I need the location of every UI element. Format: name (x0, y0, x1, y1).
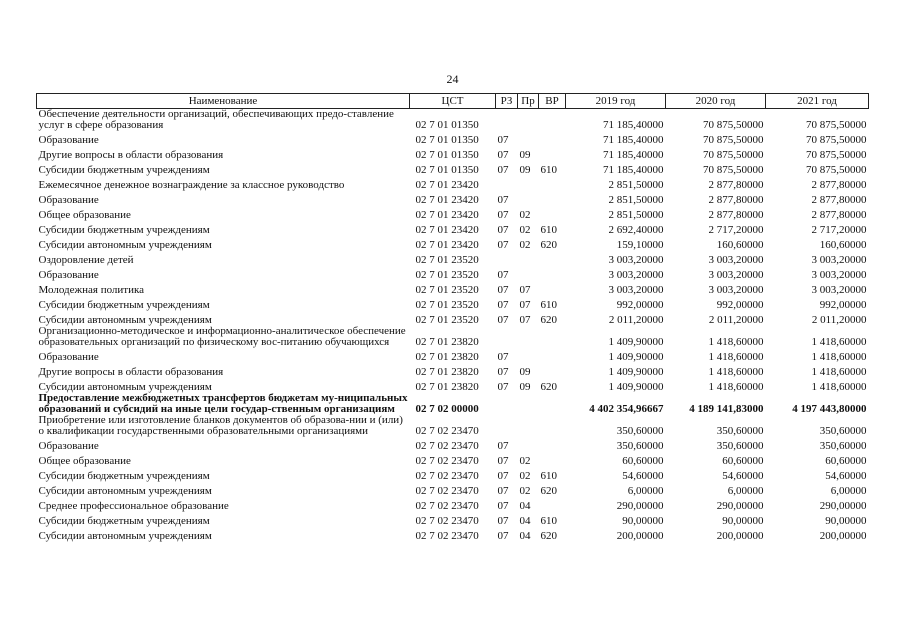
row-pr (518, 326, 539, 348)
row-value-2021: 1 418,60000 (811, 381, 867, 393)
table-row (37, 221, 869, 236)
row-rz (496, 326, 518, 348)
row-pr: 09 (519, 366, 531, 378)
row-value-2020: 60,60000 (722, 455, 764, 467)
row-vr (539, 326, 566, 348)
row-value-2021: 70 875,50000 (806, 119, 867, 131)
table-row (37, 482, 869, 497)
row-value-2019: 71 185,40000 (603, 149, 664, 161)
header-2020: 2020 год (666, 94, 766, 109)
row-value-2019: 71 185,40000 (603, 119, 664, 131)
row-cst: 02 7 02 23470 (415, 455, 479, 467)
row-value-2019: 90,00000 (622, 515, 664, 527)
row-pr: 07 (519, 299, 531, 311)
row-vr (539, 415, 566, 437)
row-pr: 04 (519, 500, 531, 512)
table-row (37, 251, 869, 266)
table-row (37, 236, 869, 251)
row-cst: 02 7 01 23820 (415, 351, 479, 363)
row-value-2020: 350,60000 (716, 425, 764, 437)
table-row (37, 348, 869, 363)
row-rz (496, 176, 518, 191)
header-cst: ЦСТ (410, 94, 496, 109)
row-value-2020: 70 875,50000 (703, 119, 764, 131)
row-value-2020: 90,00000 (722, 515, 764, 527)
row-name: Приобретение или изготовление бланков документов об образова-нии и (или) о квалификации государственными образовательными организациями (38, 414, 403, 437)
table-row (37, 326, 869, 348)
row-vr (539, 393, 566, 415)
table-header-row (37, 94, 869, 109)
row-rz: 07 (497, 381, 509, 393)
header-rz: РЗ (496, 94, 518, 109)
row-value-2019: 60,60000 (622, 455, 664, 467)
row-value-2020: 2 717,20000 (708, 224, 764, 236)
row-value-2021: 4 197 443,80000 (792, 403, 867, 415)
row-value-2019: 992,00000 (616, 299, 664, 311)
row-value-2019: 1 409,90000 (608, 366, 664, 378)
header-2019: 2019 год (566, 94, 666, 109)
row-rz: 07 (497, 209, 509, 221)
row-vr: 620 (540, 381, 557, 393)
row-pr: 02 (519, 209, 531, 221)
row-cst: 02 7 01 23420 (415, 179, 479, 191)
row-rz: 07 (497, 530, 509, 542)
row-name: Образование (38, 194, 99, 206)
header-name: Наименование (37, 94, 410, 109)
row-vr (539, 363, 566, 378)
row-name: Оздоровление детей (38, 254, 134, 266)
table-body (37, 109, 869, 543)
table-row (37, 452, 869, 467)
row-vr (539, 452, 566, 467)
row-vr: 620 (540, 530, 557, 542)
budget-table (36, 93, 869, 542)
row-value-2020: 3 003,20000 (708, 284, 764, 296)
table-row (37, 437, 869, 452)
row-vr (539, 437, 566, 452)
row-pr (518, 176, 539, 191)
row-pr: 02 (519, 239, 531, 251)
row-pr: 07 (519, 314, 531, 326)
row-value-2020: 70 875,50000 (703, 164, 764, 176)
page-number: 24 (446, 72, 459, 86)
table-row (37, 109, 869, 132)
row-value-2020: 2 877,80000 (708, 194, 764, 206)
row-value-2021: 200,00000 (819, 530, 867, 542)
row-value-2020: 3 003,20000 (708, 269, 764, 281)
row-name: Субсидии бюджетным учреждениям (38, 515, 210, 527)
row-value-2021: 70 875,50000 (806, 149, 867, 161)
header-2021: 2021 год (766, 94, 869, 109)
row-value-2019: 6,00000 (627, 485, 664, 497)
row-cst: 02 7 02 23470 (415, 470, 479, 482)
row-vr: 620 (540, 485, 557, 497)
row-rz: 07 (497, 366, 509, 378)
row-name: Другие вопросы в области образования (38, 366, 224, 378)
table-row (37, 311, 869, 326)
row-value-2021: 2 877,80000 (811, 209, 867, 221)
row-value-2021: 70 875,50000 (806, 134, 867, 146)
row-name: Образование (38, 440, 99, 452)
row-value-2020: 1 418,60000 (708, 381, 764, 393)
header-vr: ВР (539, 94, 566, 109)
row-vr (539, 176, 566, 191)
row-value-2021: 1 418,60000 (811, 336, 867, 348)
row-name: Субсидии бюджетным учреждениям (38, 224, 210, 236)
row-value-2020: 2 877,80000 (708, 209, 764, 221)
row-value-2019: 1 409,90000 (608, 381, 664, 393)
table-row (37, 281, 869, 296)
row-rz (496, 393, 518, 415)
row-value-2019: 350,60000 (616, 440, 664, 452)
row-value-2019: 2 011,20000 (608, 314, 664, 326)
table-row (37, 131, 869, 146)
row-pr: 04 (519, 530, 531, 542)
row-value-2020: 6,00000 (727, 485, 764, 497)
row-name: Субсидии автономным учреждениям (38, 485, 212, 497)
row-value-2019: 71 185,40000 (603, 134, 664, 146)
row-value-2020: 70 875,50000 (703, 149, 764, 161)
row-value-2021: 2 877,80000 (811, 194, 867, 206)
row-value-2020: 160,60000 (716, 239, 764, 251)
row-value-2019: 200,00000 (616, 530, 664, 542)
table-row (37, 176, 869, 191)
row-pr: 04 (519, 515, 531, 527)
row-cst: 02 7 02 23470 (415, 530, 479, 542)
row-pr (518, 131, 539, 146)
row-value-2019: 3 003,20000 (608, 269, 664, 281)
row-cst: 02 7 01 01350 (415, 134, 479, 146)
row-value-2020: 1 418,60000 (708, 366, 764, 378)
row-value-2021: 3 003,20000 (811, 269, 867, 281)
row-value-2019: 1 409,90000 (608, 336, 664, 348)
table-row (37, 527, 869, 542)
row-rz: 07 (497, 485, 509, 497)
row-pr (518, 191, 539, 206)
row-pr (518, 251, 539, 266)
row-value-2019: 54,60000 (622, 470, 664, 482)
row-cst: 02 7 02 23470 (415, 425, 479, 437)
table-row (37, 266, 869, 281)
table-row (37, 467, 869, 482)
row-pr (518, 109, 539, 132)
row-vr: 610 (540, 164, 557, 176)
row-rz: 07 (497, 470, 509, 482)
row-cst: 02 7 01 23820 (415, 336, 479, 348)
row-pr: 09 (519, 164, 531, 176)
row-vr (539, 251, 566, 266)
table-row (37, 378, 869, 393)
row-value-2021: 60,60000 (825, 455, 867, 467)
row-name: Общее образование (38, 455, 131, 467)
row-name: Субсидии автономным учреждениям (38, 530, 212, 542)
row-cst: 02 7 02 23470 (415, 515, 479, 527)
row-name: Субсидии бюджетным учреждениям (38, 470, 210, 482)
row-value-2019: 4 402 354,96667 (589, 403, 664, 415)
row-rz: 07 (497, 149, 509, 161)
row-cst: 02 7 01 01350 (415, 149, 479, 161)
table-row (37, 191, 869, 206)
table-row (37, 363, 869, 378)
row-name: Предоставление межбюджетных трансфертов бюджетам му-ниципальных образований и субсидий на иные цели государ-ственным организациям (38, 392, 408, 415)
row-name: Другие вопросы в области образования (38, 149, 224, 161)
row-value-2019: 2 851,50000 (608, 179, 664, 191)
row-value-2019: 3 003,20000 (608, 284, 664, 296)
row-name: Субсидии бюджетным учреждениям (38, 299, 210, 311)
row-cst: 02 7 02 23470 (415, 440, 479, 452)
header-pr: Пр (518, 94, 539, 109)
row-pr: 09 (519, 381, 531, 393)
row-value-2019: 2 692,40000 (608, 224, 664, 236)
row-vr: 610 (540, 224, 557, 236)
row-rz: 07 (497, 455, 509, 467)
row-rz (496, 109, 518, 132)
row-pr: 02 (519, 485, 531, 497)
row-cst: 02 7 01 23420 (415, 239, 479, 251)
row-rz: 07 (497, 500, 509, 512)
row-vr: 620 (540, 314, 557, 326)
row-vr (539, 206, 566, 221)
row-value-2021: 70 875,50000 (806, 164, 867, 176)
row-rz: 07 (497, 239, 509, 251)
row-pr: 09 (519, 149, 531, 161)
row-vr: 610 (540, 470, 557, 482)
row-pr: 02 (519, 470, 531, 482)
row-cst: 02 7 02 23470 (415, 485, 479, 497)
row-value-2019: 2 851,50000 (608, 209, 664, 221)
row-cst: 02 7 01 23520 (415, 284, 479, 296)
row-cst: 02 7 01 23420 (415, 224, 479, 236)
row-rz: 07 (497, 314, 509, 326)
row-cst: 02 7 01 23520 (415, 269, 479, 281)
row-value-2020: 290,00000 (716, 500, 764, 512)
row-value-2020: 200,00000 (716, 530, 764, 542)
row-value-2021: 3 003,20000 (811, 284, 867, 296)
row-value-2021: 2 877,80000 (811, 179, 867, 191)
row-value-2019: 159,10000 (616, 239, 664, 251)
row-value-2021: 1 418,60000 (811, 366, 867, 378)
row-value-2021: 2 717,20000 (811, 224, 867, 236)
row-cst: 02 7 01 23520 (415, 314, 479, 326)
row-rz: 07 (497, 284, 509, 296)
row-value-2020: 54,60000 (722, 470, 764, 482)
row-value-2021: 350,60000 (819, 440, 867, 452)
row-pr (518, 393, 539, 415)
row-rz: 07 (497, 224, 509, 236)
row-value-2021: 2 011,20000 (811, 314, 867, 326)
row-cst: 02 7 01 23420 (415, 209, 479, 221)
table-row (37, 512, 869, 527)
row-vr (539, 131, 566, 146)
table-row (37, 393, 869, 415)
row-name: Субсидии бюджетным учреждениям (38, 164, 210, 176)
row-cst: 02 7 01 23820 (415, 381, 479, 393)
row-value-2019: 350,60000 (616, 425, 664, 437)
row-vr (539, 191, 566, 206)
row-rz (496, 415, 518, 437)
row-pr: 02 (519, 455, 531, 467)
row-rz: 07 (497, 515, 509, 527)
row-name: Молодежная политика (38, 284, 145, 296)
row-rz: 07 (497, 440, 509, 452)
row-value-2020: 2 877,80000 (708, 179, 764, 191)
row-cst: 02 7 01 23520 (415, 299, 479, 311)
row-cst: 02 7 02 23470 (415, 500, 479, 512)
row-pr (518, 348, 539, 363)
row-name: Образование (38, 351, 99, 363)
table-row (37, 161, 869, 176)
row-vr: 610 (540, 515, 557, 527)
row-vr: 610 (540, 299, 557, 311)
row-name: Ежемесячное денежное вознаграждение за классное руководство (38, 179, 345, 191)
row-name: Общее образование (38, 209, 131, 221)
table-row (37, 497, 869, 512)
row-value-2020: 4 189 141,83000 (689, 403, 764, 415)
row-value-2021: 90,00000 (825, 515, 867, 527)
row-value-2019: 71 185,40000 (603, 164, 664, 176)
row-cst: 02 7 01 01350 (415, 164, 479, 176)
row-vr: 620 (540, 239, 557, 251)
row-rz: 07 (497, 269, 509, 281)
row-value-2021: 160,60000 (819, 239, 867, 251)
row-vr (539, 497, 566, 512)
row-rz: 07 (497, 299, 509, 311)
row-value-2021: 350,60000 (819, 425, 867, 437)
row-value-2020: 3 003,20000 (708, 254, 764, 266)
row-cst: 02 7 02 00000 (415, 403, 479, 415)
row-name: Субсидии автономным учреждениям (38, 239, 212, 251)
row-value-2020: 1 418,60000 (708, 351, 764, 363)
row-value-2020: 2 011,20000 (708, 314, 764, 326)
row-pr (518, 415, 539, 437)
row-value-2021: 290,00000 (819, 500, 867, 512)
row-rz: 07 (497, 164, 509, 176)
table-row (37, 415, 869, 437)
row-pr (518, 437, 539, 452)
row-cst: 02 7 01 23420 (415, 194, 479, 206)
row-cst: 02 7 01 23520 (415, 254, 479, 266)
row-name: Среднее профессиональное образование (38, 500, 229, 512)
row-value-2021: 1 418,60000 (811, 351, 867, 363)
row-vr (539, 348, 566, 363)
row-rz: 07 (497, 134, 509, 146)
table-row (37, 296, 869, 311)
row-value-2019: 1 409,90000 (608, 351, 664, 363)
row-pr: 07 (519, 284, 531, 296)
row-cst: 02 7 01 23820 (415, 366, 479, 378)
row-pr (518, 266, 539, 281)
row-pr: 02 (519, 224, 531, 236)
row-cst: 02 7 01 01350 (415, 119, 479, 131)
row-value-2019: 290,00000 (616, 500, 664, 512)
row-rz: 07 (497, 351, 509, 363)
row-value-2021: 6,00000 (830, 485, 867, 497)
row-value-2021: 3 003,20000 (811, 254, 867, 266)
table-row (37, 206, 869, 221)
row-vr (539, 146, 566, 161)
table-row (37, 146, 869, 161)
row-value-2021: 54,60000 (825, 470, 867, 482)
row-vr (539, 266, 566, 281)
row-rz: 07 (497, 194, 509, 206)
row-vr (539, 281, 566, 296)
row-value-2019: 2 851,50000 (608, 194, 664, 206)
row-value-2020: 350,60000 (716, 440, 764, 452)
row-value-2019: 3 003,20000 (608, 254, 664, 266)
row-name: Обеспечение деятельности организаций, обеспечивающих предо-ставление услуг в сфере образования (38, 108, 394, 131)
row-value-2021: 992,00000 (819, 299, 867, 311)
row-name: Организационно-методическое и информационно-аналитическое обеспечение образовательных организаций по физическому вос-питанию обучающихся (38, 325, 406, 348)
row-name: Субсидии автономным учреждениям (38, 314, 212, 326)
row-name: Образование (38, 134, 99, 146)
row-rz (496, 251, 518, 266)
row-value-2020: 70 875,50000 (703, 134, 764, 146)
row-value-2020: 1 418,60000 (708, 336, 764, 348)
row-name: Субсидии автономным учреждениям (38, 381, 212, 393)
row-value-2020: 992,00000 (716, 299, 764, 311)
row-name: Образование (38, 269, 99, 281)
row-vr (539, 109, 566, 132)
